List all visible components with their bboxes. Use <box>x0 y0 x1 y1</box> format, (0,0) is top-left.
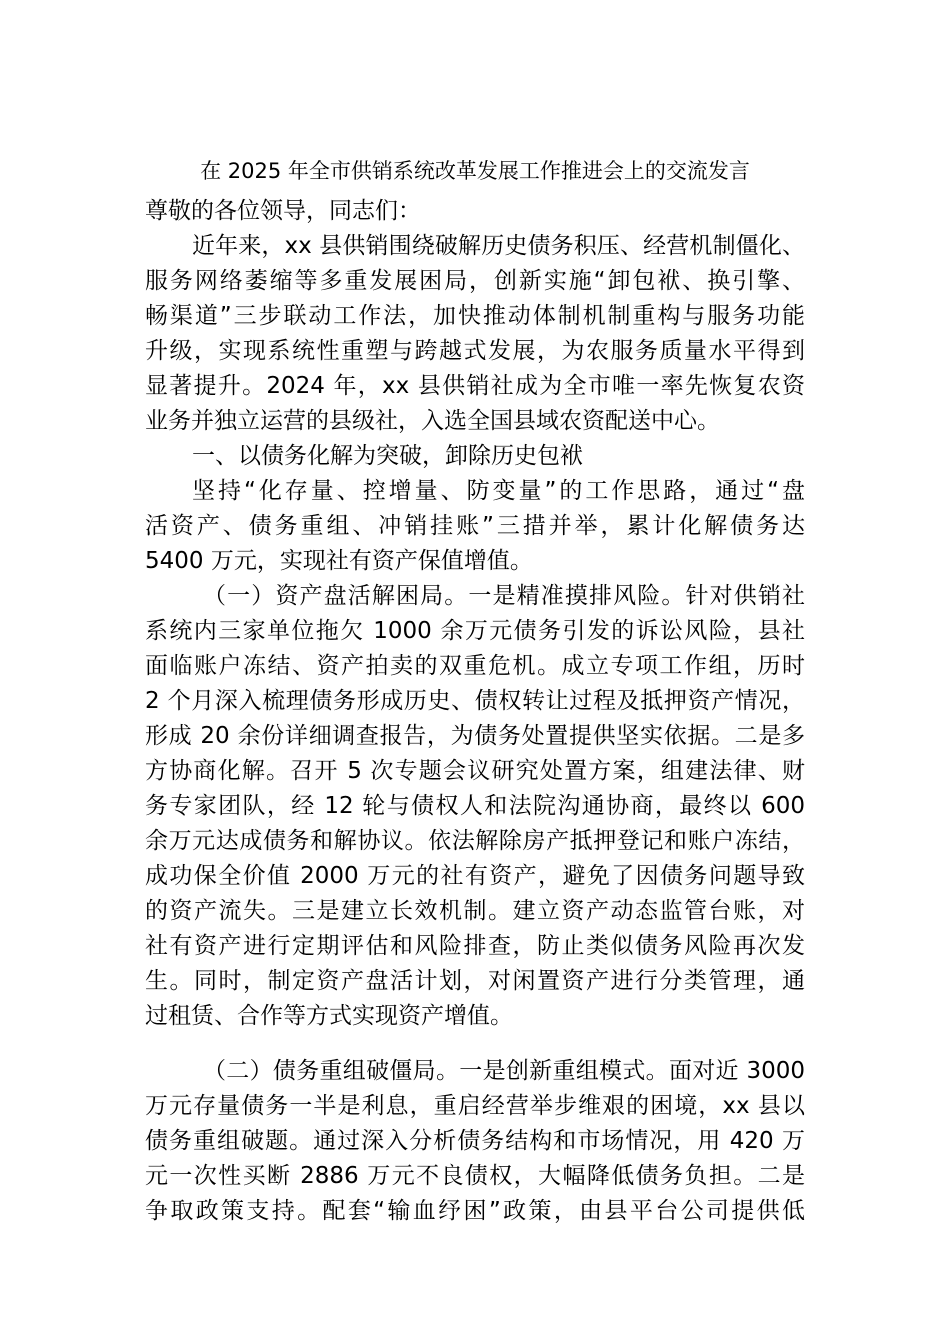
body-line: 近年来，xx 县供销围绕破解历史债务积压、经营机制僵化、 <box>192 233 805 259</box>
body-line: 元一次性买断 2886 万元不良债权，大幅降低债务负担。二是 <box>145 1163 805 1189</box>
body-line: 生。同时，制定资产盘活计划，对闲置资产进行分类管理，通 <box>145 968 805 994</box>
body-line: 面临账户冻结、资产拍卖的双重危机。成立专项工作组，历时 <box>145 653 805 679</box>
body-line: 系统内三家单位拖欠 1000 余万元债务引发的诉讼风险，县社 <box>145 618 805 644</box>
body-line: 畅渠道”三步联动工作法，加快推动体制机制重构与服务功能 <box>145 303 805 329</box>
body-line: 形成 20 余份详细调查报告，为债务处置提供坚实依据。二是多 <box>145 723 805 749</box>
body-line: 显著提升。2024 年，xx 县供销社成为全市唯一率先恢复农资 <box>145 373 805 399</box>
body-line: 2 个月深入梳理债务形成历史、债权转让过程及抵押资产情况， <box>145 688 805 714</box>
body-line: 服务网络萎缩等多重发展困局，创新实施“卸包袱、换引擎、 <box>145 268 805 294</box>
body-line: 升级，实现系统性重塑与跨越式发展，为农服务质量水平得到 <box>145 338 805 364</box>
body-line: 业务并独立运营的县级社，入选全国县域农资配送中心。 <box>145 408 720 434</box>
body-line: 务专家团队，经 12 轮与债权人和法院沟通协商，最终以 600 <box>145 793 805 819</box>
body-line: 余万元达成债务和解协议。依法解除房产抵押登记和账户冻结， <box>145 828 805 854</box>
body-line: 成功保全价值 2000 万元的社有资产，避免了因债务问题导致 <box>145 863 805 889</box>
body-line: 活资产、债务重组、冲销挂账”三措并举，累计化解债务达 <box>145 513 805 539</box>
body-line: 万元存量债务一半是利息，重启经营举步维艰的困境，xx 县以 <box>145 1093 805 1119</box>
body-line: 的资产流失。三是建立长效机制。建立资产动态监管台账，对 <box>145 898 805 924</box>
body-line: 方协商化解。召开 5 次专题会议研究处置方案，组建法律、财 <box>145 758 805 784</box>
subsection-line: （二）债务重组破僵局。一是创新重组模式。面对近 3000 <box>203 1058 805 1084</box>
subsection-line: （一）资产盘活解困局。一是精准摸排风险。针对供销社 <box>203 583 805 609</box>
body-line: 过租赁、合作等方式实现资产增值。 <box>145 1003 513 1029</box>
document-title: 在 2025 年全市供销系统改革发展工作推进会上的交流发言 <box>200 159 750 183</box>
salutation-line: 尊敬的各位领导，同志们： <box>145 198 421 224</box>
section-heading: 一、以债务化解为突破，卸除历史包袱 <box>192 443 583 469</box>
body-line: 债务重组破题。通过深入分析债务结构和市场情况，用 420 万 <box>145 1128 805 1154</box>
body-line: 社有资产进行定期评估和风险排查，防止类似债务风险再次发 <box>145 933 805 959</box>
body-line: 坚持“化存量、控增量、防变量”的工作思路，通过“盘 <box>192 478 805 504</box>
body-line: 5400 万元，实现社有资产保值增值。 <box>145 548 533 574</box>
body-line: 争取政策支持。配套“输血纾困”政策，由县平台公司提供低 <box>145 1198 805 1224</box>
